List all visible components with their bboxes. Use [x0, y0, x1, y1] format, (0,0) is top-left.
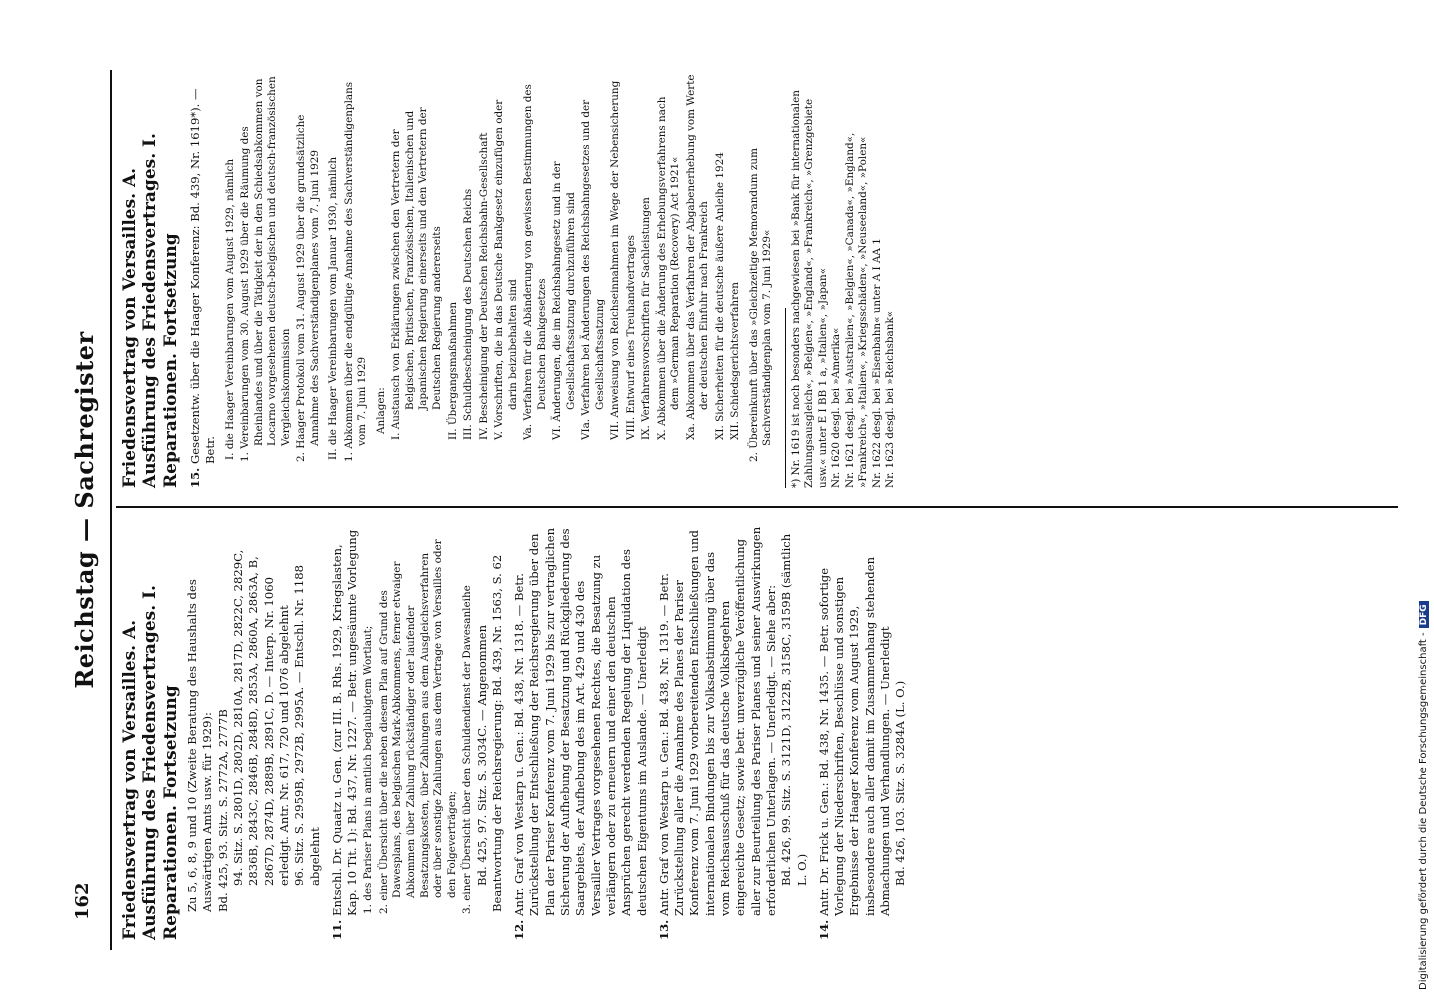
entry-15 — [188, 74, 219, 488]
entry-11-sub-2: 2. einer Übersicht über die neben diesem Plan auf Grund des Dawesplans, des belgischen Mark-Abkommens, ferner etwaiger Abkommen über Zahlung rückständiger oder laufender Besatzungskosten, über Zahlungen aus dem Ausgleichsverfahren oder über sonstige Zahlungen aus dem Vertrage von Versailles oder den Folgeverträgen; — [377, 539, 458, 914]
footnote-line: Nr. 1620 desgl. bei »Amerika« — [830, 327, 843, 488]
entry-text: Antr. Graf von Westarp u. Gen.: Bd. 438, Nr. 1318. — Betr. Zurückstellung der Entschließung der Reichsregierung über den Plan der Pariser Konferenz vom 7. Juni 1929 bis zur vertraglichen Sicherung der Aufhebung der Besatzung und Rückgliederung des Saargebiets, der Aufhebung des im Art. 429 und 430 des Versailler Vertrages vorgesehenen Rechtes, die Besatzung zu verlängern oder zu erneuern und einer den deutschen Ansprüchen gerecht werdenden Regelung der Liquidation des deutschen Eigentums im Auslande. — Unerledigt — [512, 527, 649, 916]
rotated-page — [70, 70, 1410, 950]
digitization-credit — [1418, 20, 1429, 990]
entry-11-answer: Beantwortung der Reichsregierung: Bd. 439, Nr. 1563, S. 62 — [489, 554, 504, 912]
part-1-item-2: 2. Haager Protokoll vom 31. August 1929 über die grundsätzliche Annahme des Sachverständigenplanes vom 7. Juni 1929 — [295, 114, 321, 462]
entry-14-refs: Bd. 426, 103. Sitz. S. 3284A (L. O.) — [893, 680, 908, 886]
part-1-heading: I. die Haager Vereinbarungen vom August 1929, nämlich — [223, 158, 236, 460]
entry-number: 15. — [188, 467, 203, 488]
entry-number: 12. — [512, 919, 527, 940]
header-rule — [110, 70, 112, 950]
footnote-line: Nr. 1623 desgl. bei »Reichsbank« — [884, 310, 897, 488]
anlage-item: III. Schuldbescheinigung des Deutschen Reichs — [462, 188, 475, 440]
entry-text: Entschl. Dr. Quaatz u. Gen. (zur III. B. Rhs. 1929, Kriegslasten, Kap. 10 Tit. 1): Bd. 437, Nr. 1227. — Betr. ungesäumte Vorlegung — [329, 529, 360, 916]
footnote-line: *) Nr. 1619 ist noch besonders nachgewiesen bei »Bank für internationalen Zahlungsausgleich«, »Belgien«, »England«, »Frankreich«, »Grenzgebiete usw.« unter E I BB 1 a, »Italien«, »Japan« — [789, 90, 829, 488]
anlage-item: VIII. Entwurf eines Treuhandvertrages — [624, 235, 637, 440]
page-number: 162 — [72, 882, 93, 920]
anlage-item: IX. Verfahrensvorschriften für Sachleistungen — [640, 197, 653, 440]
footnote-line: Nr. 1622 desgl. bei »Eisenbahn« unter A I AA 1 — [870, 238, 883, 488]
footnote-rule — [785, 308, 786, 488]
left-column — [118, 520, 1398, 950]
anlage-item: VIa. Verfahren bei Änderungen des Reichsbahngesetzes und der Gesellschaftssatzung — [580, 99, 606, 440]
page-header — [70, 70, 106, 950]
intro-refs-2: 94. Sitz. S. 2801D, 2802D, 2810A, 2817D, 2822C, 2829C, 2836B, 2843C, 2846B, 2848D, 2853A, 2860A, 2863A, B, 2867D, 2874D, 2889B, 2891C, D. — Interp. Nr. 1060 erledigt. Antr. Nr. 617, 720 und 1076 abgelehnt — [231, 549, 291, 886]
anlage-item: VII. Anweisung von Reichseinnahmen im Wege der Nebensicherung — [609, 80, 622, 440]
section-heading-right: Friedensvertrag von Versailles. A. Ausführung des Friedensvertrages. I. Reparationen. Fortsetzung — [120, 133, 181, 488]
anlage-item: Xa. Abkommen über das Verfahren der Abgabenerhebung vom Werte der deutschen Einfuhr nach Frankreich — [684, 74, 711, 440]
anlage-item: XII. Schiedsgerichtsverfahren — [729, 282, 742, 440]
entry-12 — [512, 526, 650, 940]
section-heading-left: Friedensvertrag von Versailles. A. Ausführung des Friedensvertrages. I. Reparationen. Fortsetzung — [120, 585, 181, 940]
entry-number: 14. — [816, 919, 831, 940]
anlage-item: VI. Änderungen, die im Reichsbahngesetz und in der Gesellschaftssatzung durchzuführen sind — [551, 161, 577, 440]
intro-refs-1: Bd. 425, 93. Sitz. S. 2772A, 2777B — [215, 709, 230, 912]
intro-line: Zu 5, 6, 8, 9 und 10 (Zweite Beratung des Haushalts des Auswärtigen Amts usw. für 1929): — [185, 579, 215, 912]
entry-11-sub-3: 3. einer Übersicht über den Schuldendienst der Dawesanleihe — [461, 585, 474, 914]
anlage-item: Va. Verfahren für die Abänderung von gewissen Bestimmungen des Deutschen Bankgesetzes — [522, 84, 548, 440]
intro-refs-3: 96. Sitz. S. 2959B, 2972B, 2995A. — Entschl. Nr. 1188 abgelehnt — [292, 565, 322, 886]
part-1-item-1: 1. Vereinbarungen vom 30. August 1929 über die Räumung des Rheinlandes und über die Tätigkeit der in den Schiedsabkommen von Locarno vorgesehenen deutsch-belgischen und deutsch-französischen Vergleichskommission — [239, 76, 292, 462]
right-column — [118, 68, 1398, 498]
anlage-item: IV. Bescheinigung der Deutschen Reichsbahn-Gesellschaft — [477, 132, 490, 440]
entry-11-sub-1: 1. des Pariser Plans in amtlich beglaubigtem Wortlaut; — [362, 625, 375, 914]
dfg-logo: DFG — [1419, 601, 1429, 628]
page-title: Reichstag — Sachregister — [70, 331, 99, 689]
column-divider — [116, 507, 1398, 509]
entry-number: 13. — [656, 919, 671, 940]
entry-text: Antr. Graf von Westarp u. Gen.: Bd. 438, Nr. 1319. — Betr. Zurückstellung aller die Annahme des Planes der Pariser Konferenz vom 7. Juni 1929 vorbereitenden Entschließungen und internationalen Bindungen bis zur Volksabstimmung über das vom Reichsausschuß für das deutsche Volksbegehren eingereichte Gesetz; sowie betr. unverzügliche Veröffentlichung aller zur Beurteilung des Pariser Planes und seiner Auswirkungen erforderlichen Unterlagen. — Unerledigt. — Siehe aber: — [656, 526, 778, 916]
anlagen-label: Anlagen: — [374, 387, 387, 434]
anlage-item: I. Austausch von Erklärungen zwischen den Vertretern der Belgischen, Britischen, Französischen, Italienischen und Japanischen Regierung einerseits und den Vertretern der Deutschen Regierung andererseits — [390, 107, 443, 440]
entry-13 — [657, 526, 779, 940]
entry-number: 11. — [329, 919, 344, 940]
anlage-item: X. Abkommen über die Änderung des Erhebungsverfahrens nach dem »German Reparation (Recovery) Act 1921« — [655, 96, 682, 440]
anlage-item: V. Vorschriften, die in das Deutsche Bankgesetz einzufügen oder darin beizubehalten sind — [493, 99, 519, 440]
part-2-item-1: 1. Abkommen über die endgültige Annahme des Sachverständigenplans vom 7. Juni 1929 — [342, 81, 369, 462]
footnote-line: Nr. 1621 desgl. bei »Australien«, »Belgien«, »Canada«, »England«, »Frankreich«, »Italien«, »Kriegsschäden«, »Neuseeland«, »Polen« — [843, 132, 870, 488]
entry-11-refs: Bd. 425, 97. Sitz. S. 3034C. — Angenommen — [474, 624, 489, 886]
entry-text: Gesetzentw. über die Haager Konferenz: Bd. 439, Nr. 1619*). — Betr. — [188, 88, 218, 464]
entry-14 — [817, 526, 893, 940]
entry-13-refs: Bd. 426, 99. Sitz. S. 3121D, 3122B, 3158C, 3159B (sämtlich L. O.) — [779, 533, 809, 886]
part-2-heading: II. die Haager Vereinbarungen vom Januar 1930, nämlich — [327, 156, 340, 460]
part-2-item-2: 2. Übereinkunft über das »Gleichzeitige Memorandum zum Sachverständigenplan vom 7. Juni 1929« — [747, 148, 774, 462]
anlage-item: II. Übergangsmaßnahmen — [446, 301, 459, 440]
entry-11 — [330, 526, 361, 940]
entry-text: Antr. Dr. Frick u. Gen.: Bd. 438, Nr. 1435. — Betr. sofortige Vorlegung der Niederschriften, Beschlüsse und sonstigen Ergebnisse der Haager Konferenz vom August 1929, insbesondere auch aller damit im Zusammenhang stehenden Abmachungen und Verhandlungen. — Unerledigt — [816, 556, 892, 916]
anlage-item: XI. Sicherheiten für die deutsche äußere Anleihe 1924 — [713, 152, 726, 440]
credit-text: Digitalisierung gefördert durch die Deutsche Forschungsgemeinschaft - — [1418, 632, 1429, 990]
